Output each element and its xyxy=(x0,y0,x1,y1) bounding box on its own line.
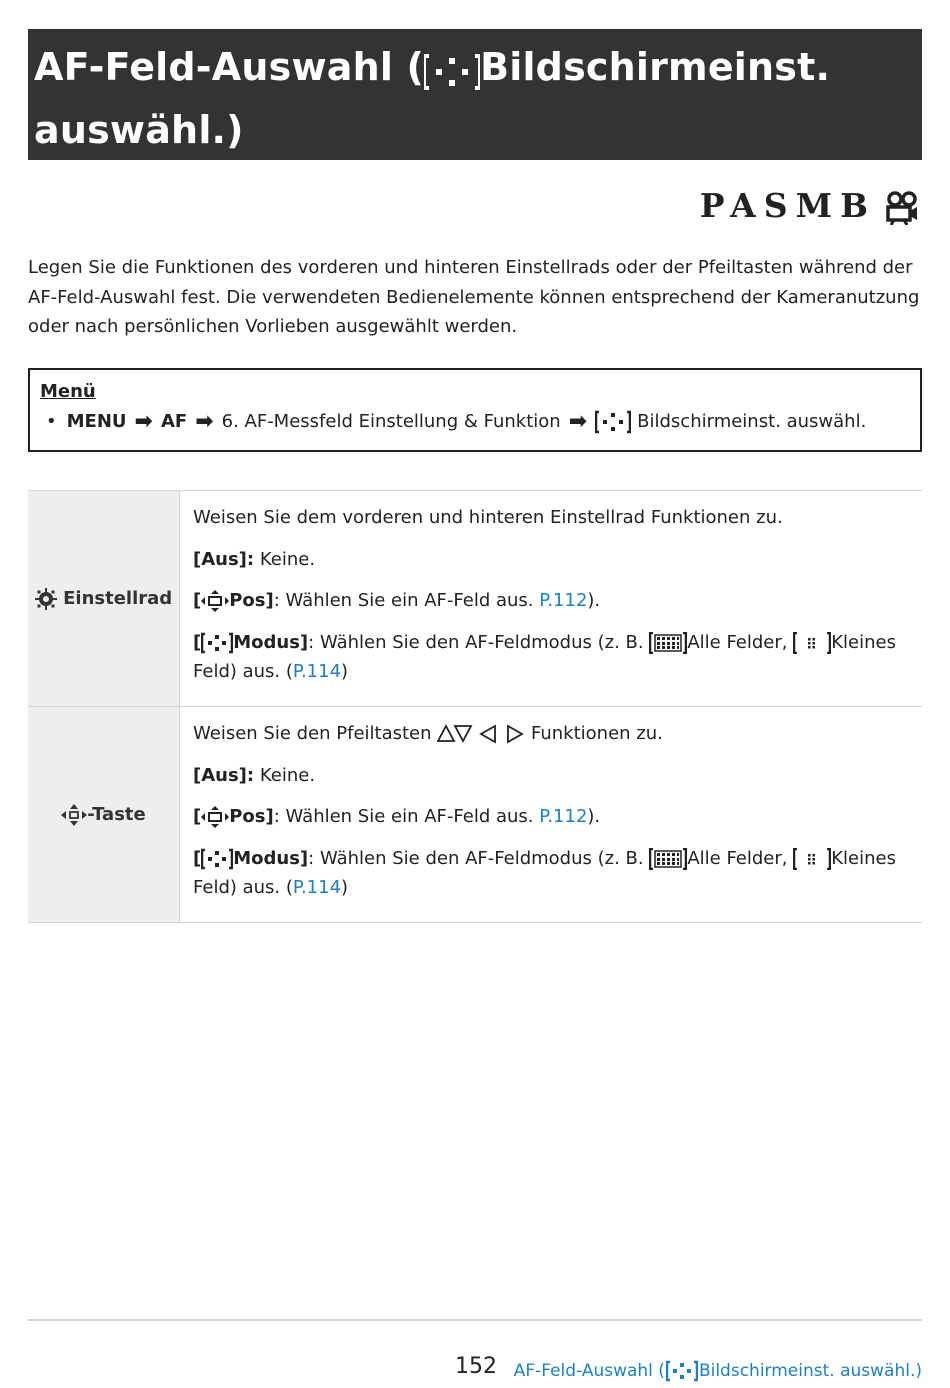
title-text-part2: Bildschirmeinst. xyxy=(480,45,831,89)
arrow-keys-icon xyxy=(437,723,525,744)
footer-divider xyxy=(28,1319,922,1321)
af-target-icon xyxy=(201,848,233,869)
shooting-modes xyxy=(700,186,920,225)
af-target-icon xyxy=(424,39,480,100)
page-title-bar xyxy=(28,29,922,160)
row-content-cell xyxy=(180,491,923,707)
row-intro: Weisen Sie den Pfeiltasten Funktionen zu. xyxy=(193,723,663,744)
row-label-cell xyxy=(28,707,180,923)
af-target-icon xyxy=(595,407,631,437)
af-position-icon xyxy=(201,806,229,827)
option-aus: [Aus]: Keine. xyxy=(193,764,316,786)
dial-icon xyxy=(35,588,57,609)
row-label: Einstellrad xyxy=(63,587,173,609)
option-modus: [ Modus]: Wählen Sie den AF-Feldmodus (z. B. Alle Felder, Kleines Feld) aus. (P.114) xyxy=(193,847,896,898)
page-title xyxy=(34,37,916,161)
menu-step-af: AF xyxy=(160,411,188,432)
footer-title-part1: AF-Feld-Auswahl ( xyxy=(513,1361,665,1381)
settings-table xyxy=(28,490,922,923)
row-content-cell xyxy=(180,707,923,923)
arrow-right-icon: ➡ xyxy=(195,409,214,434)
page-link[interactable]: P.112 xyxy=(539,590,588,611)
page-link[interactable]: P.112 xyxy=(539,806,588,827)
menu-path xyxy=(40,407,910,437)
title-text-part1: AF-Feld-Auswahl ( xyxy=(34,45,425,89)
arrow-pad-icon xyxy=(61,804,87,825)
menu-heading: Menü xyxy=(40,381,96,402)
small-field-icon xyxy=(793,632,831,653)
menu-step-menu: MENU xyxy=(66,411,127,432)
af-target-icon xyxy=(666,1360,698,1382)
arrow-right-icon: ➡ xyxy=(568,409,588,434)
table-row xyxy=(28,707,922,923)
page-link[interactable]: P.114 xyxy=(292,877,342,898)
footer-title-part2: Bildschirmeinst. auswähl.) xyxy=(698,1361,922,1381)
mode-letters: PASMB xyxy=(699,186,876,225)
option-aus: [Aus]: Keine. xyxy=(193,548,316,570)
menu-step-screen-settings: Bildschirmeinst. auswähl. xyxy=(637,411,867,432)
menu-path-box xyxy=(28,368,922,452)
page-link[interactable]: P.114 xyxy=(292,661,342,682)
bullet: • xyxy=(46,411,57,432)
row-label: -Taste xyxy=(87,803,146,825)
table-row xyxy=(28,491,922,707)
row-intro: Weisen Sie dem vorderen und hinteren Einstellrad Funktionen zu. xyxy=(193,507,783,528)
all-fields-icon xyxy=(649,632,687,653)
option-pos: [ Pos]: Wählen Sie ein AF-Feld aus. P.112). xyxy=(193,590,601,611)
footer-chapter-link[interactable] xyxy=(514,1360,922,1382)
af-target-icon xyxy=(201,632,233,653)
arrow-right-icon: ➡ xyxy=(134,409,153,434)
movie-camera-icon xyxy=(884,186,920,225)
row-label-cell xyxy=(28,491,180,707)
all-fields-icon xyxy=(649,848,687,869)
menu-step-af-settings: 6. AF-Messfeld Einstellung & Funktion xyxy=(221,411,561,432)
small-field-icon xyxy=(793,848,831,869)
af-position-icon xyxy=(201,590,229,611)
page-number: 152 xyxy=(455,1354,497,1379)
title-text-line2: auswähl.) xyxy=(34,108,244,152)
intro-paragraph: Legen Sie die Funktionen des vorderen und hinteren Einstellrads oder der Pfeiltasten während der AF-Feld-Auswahl fest. Die verwendeten Bedienelemente können entsprechend der Kameranutzung oder nach persönlichen Vorlieben ausgewählt werden. xyxy=(28,257,920,337)
option-pos: [ Pos]: Wählen Sie ein AF-Feld aus. P.112). xyxy=(193,806,601,827)
option-modus: [ Modus]: Wählen Sie den AF-Feldmodus (z. B. Alle Felder, Kleines Feld) aus. (P.114) xyxy=(193,631,896,682)
